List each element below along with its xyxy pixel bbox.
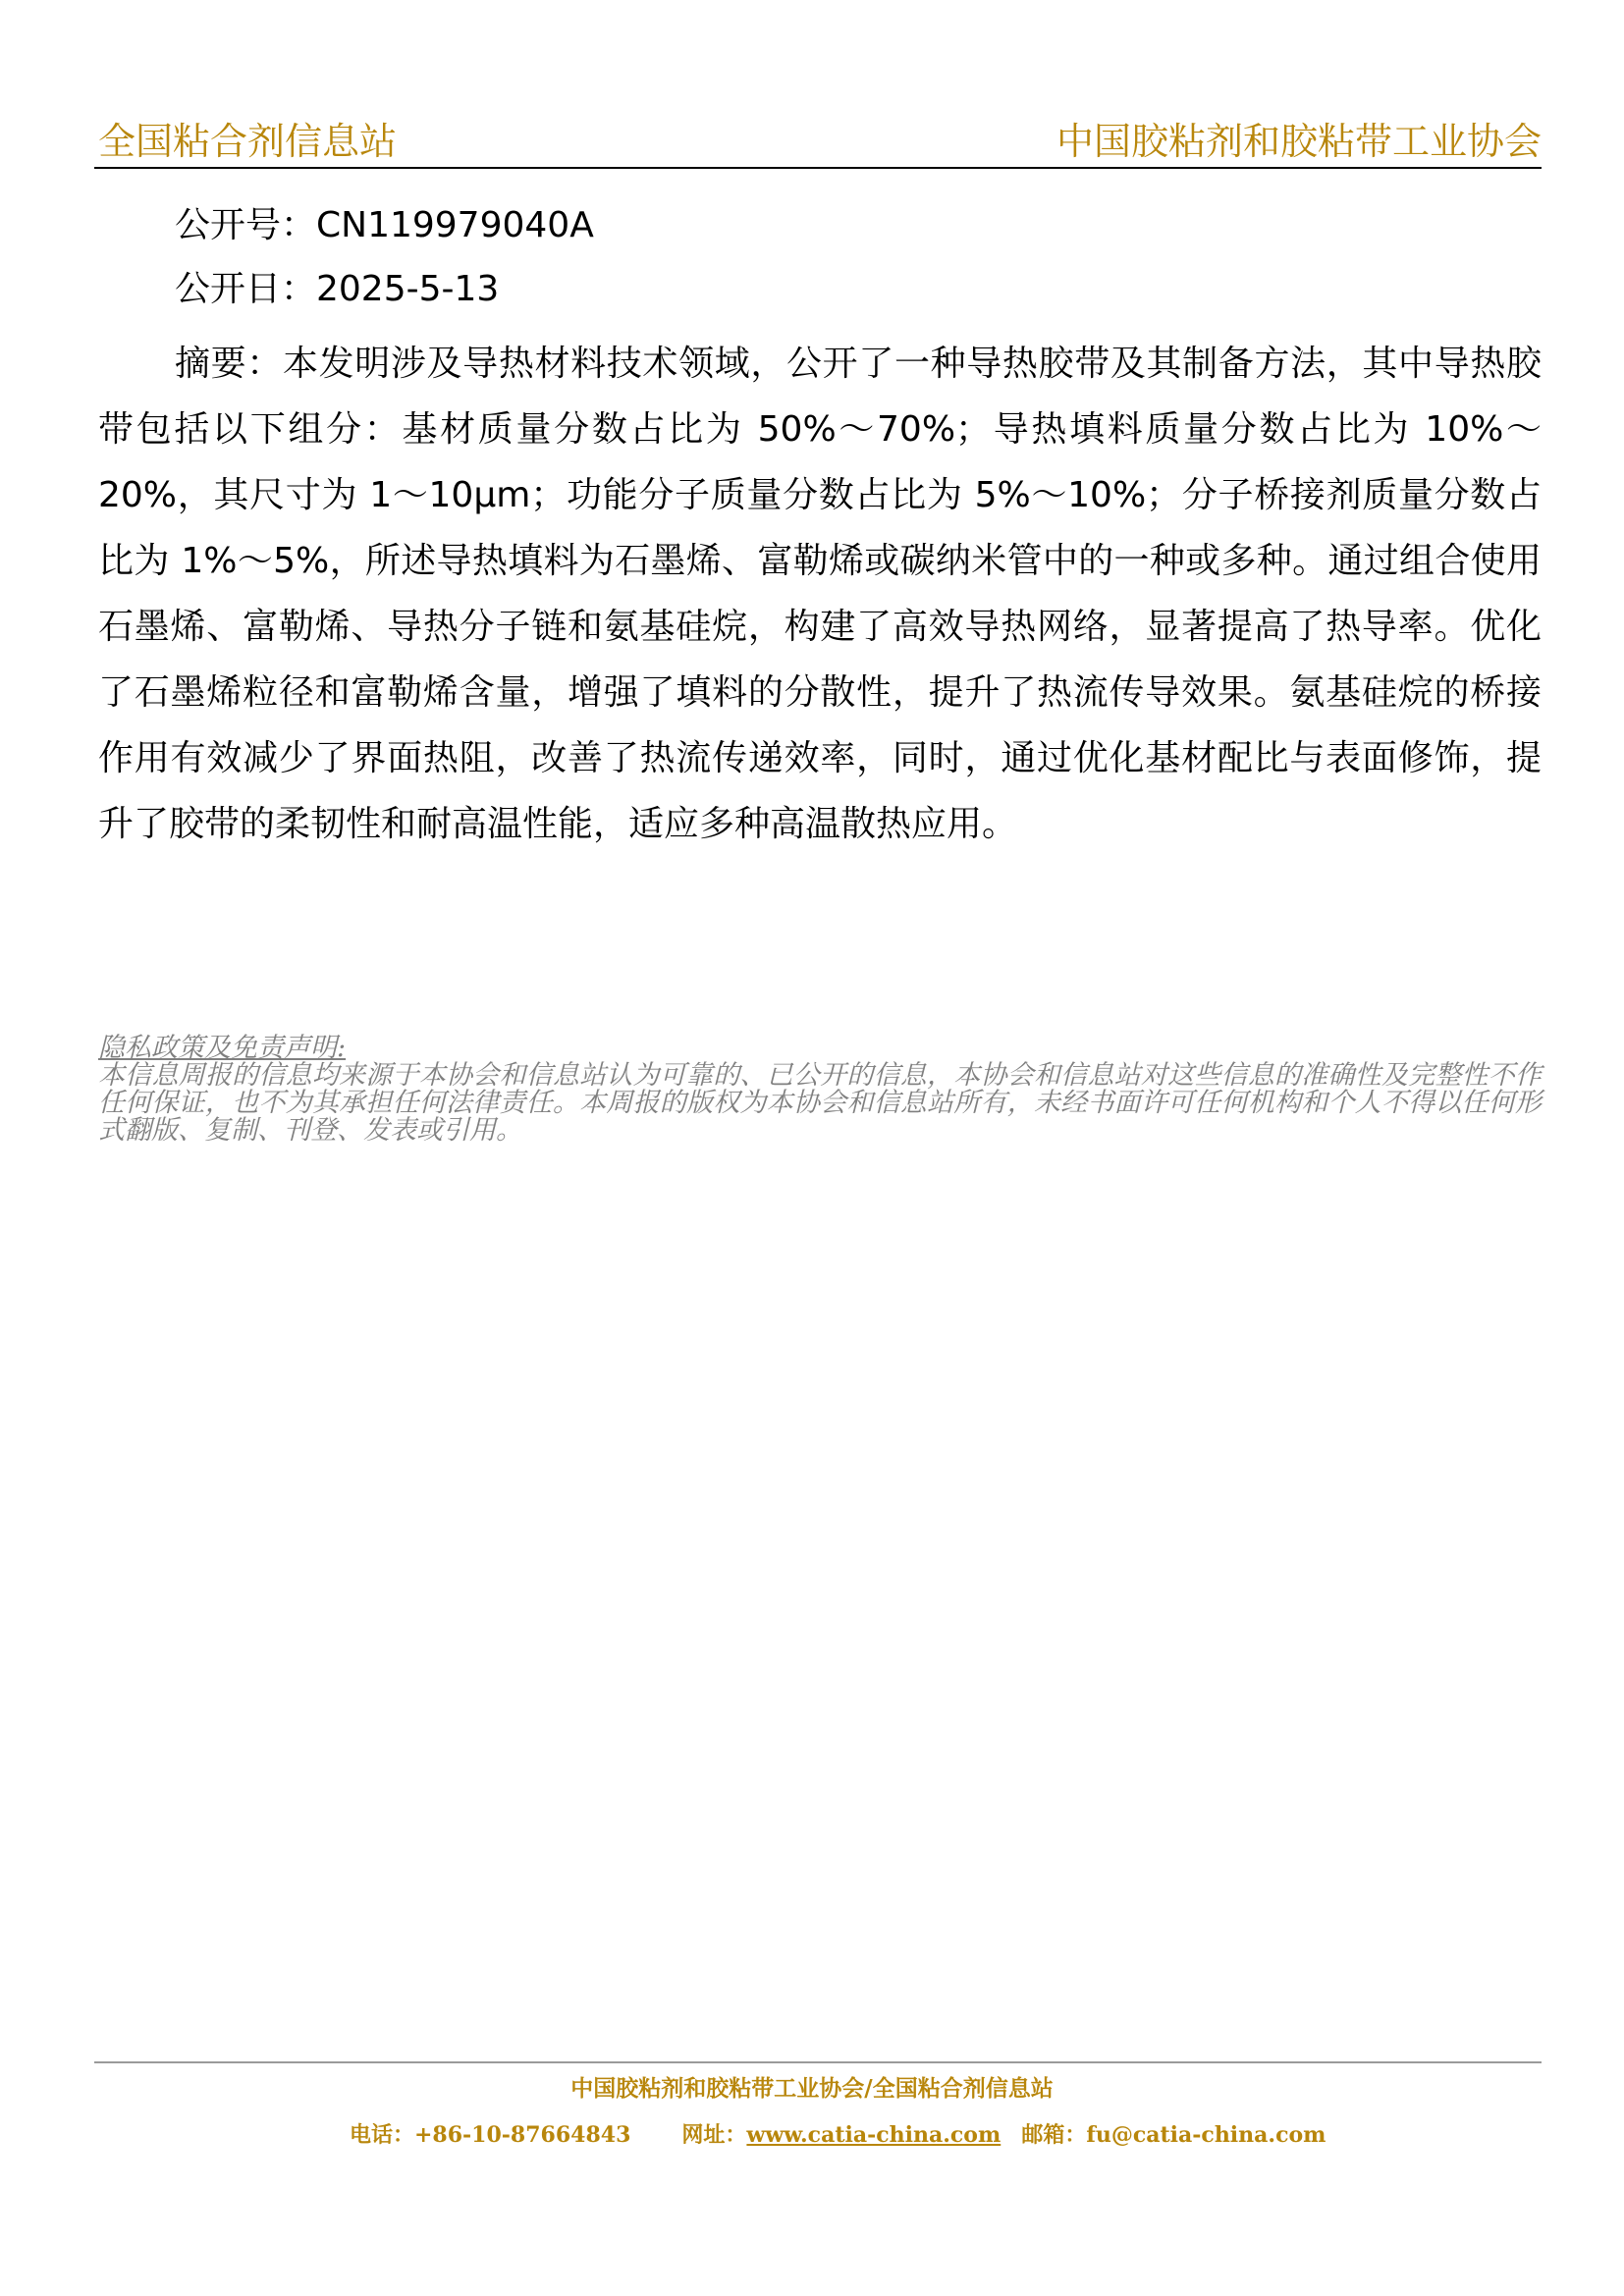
footer-phone: 电话：+86-10-87664843 bbox=[350, 2122, 631, 2148]
publication-date: 公开日：2025-5-13 bbox=[175, 269, 500, 309]
footer-divider bbox=[94, 2061, 1542, 2063]
patent-abstract: 摘要：本发明涉及导热材料技术领域，公开了一种导热胶带及其制备方法，其中导热胶带包括以下组分：基材质量分数占比为 50%～70%；导热填料质量分数占比为 10%～20%，其尺寸为 1～10μm；功能分子质量分数占比为 5%～10%；分子桥接剂质量分数占比为 1%～5%，所述导热填料为石墨烯、富勒烯或碳纳米管中的一种或多种。通过组合使用石墨烯、富勒烯、导热分子链和氨基硅烷，构建了高效导热网络，显著提高了热导率。优化了石墨烯粒径和富勒烯含量，增强了填料的分散性，提升了热流传导效果。氨基硅烷的桥接作用有效减少了界面热阻，改善了热流传递效率，同时，通过优化基材配比与表面修饰，提升了胶带的柔韧性和耐高温性能，适应多种高温散热应用。 bbox=[98, 344, 1542, 844]
footer-email[interactable]: 邮箱：fu@catia-china.com bbox=[1021, 2122, 1326, 2148]
header-site-name: 全国粘合剂信息站 bbox=[98, 120, 398, 163]
header-divider bbox=[94, 167, 1542, 169]
footer-contact bbox=[350, 2118, 1326, 2152]
footer-website-link[interactable]: www.catia-china.com bbox=[746, 2122, 1001, 2148]
disclaimer-title: 隐私政策及免责声明: bbox=[98, 1033, 347, 1063]
header-association-name: 中国胶粘剂和胶粘带工业协会 bbox=[1056, 120, 1542, 163]
disclaimer-section bbox=[98, 1035, 1542, 1145]
footer-website-label: 网址： bbox=[681, 2122, 747, 2148]
publication-number: 公开号：CN119979040A bbox=[175, 205, 594, 245]
footer-organization: 中国胶粘剂和胶粘带工业协会/全国粘合剂信息站 bbox=[570, 2075, 1054, 2102]
disclaimer-body: 本信息周报的信息均来源于本协会和信息站认为可靠的、已公开的信息，本协会和信息站对这些信息的准确性及完整性不作任何保证，也不为其承担任何法律责任。本周报的版权为本协会和信息站所有，未经书面许可任何机构和个人不得以任何形式翻版、复制、刊登、发表或引用。 bbox=[98, 1060, 1542, 1146]
